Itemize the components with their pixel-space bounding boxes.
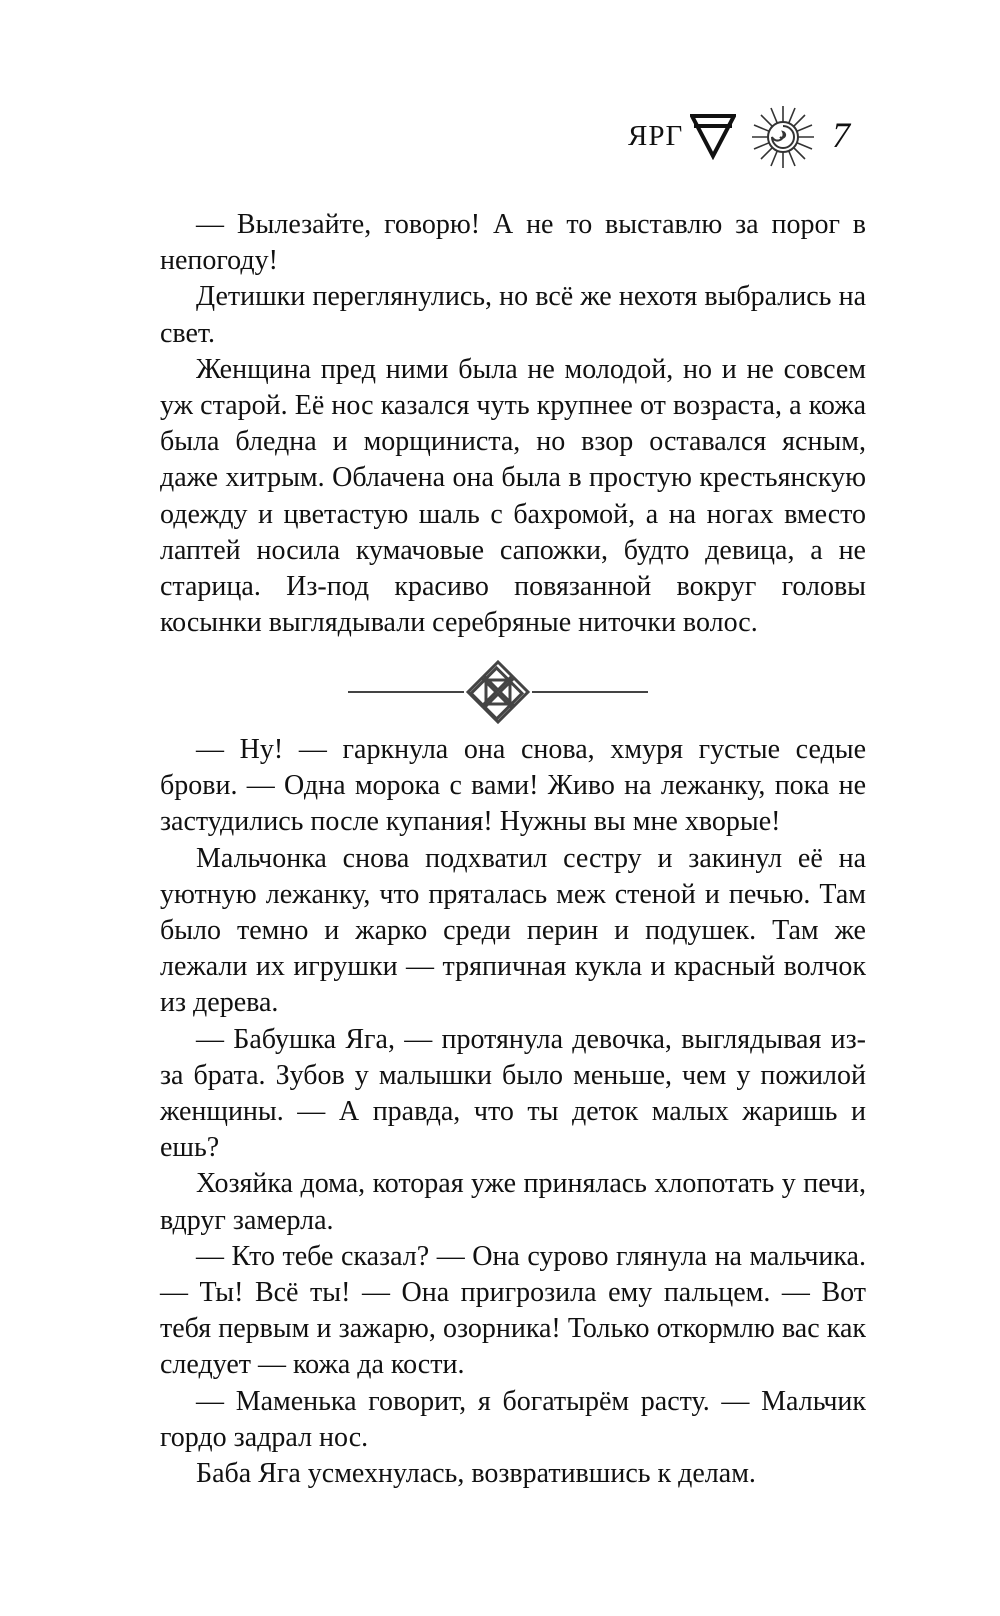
paragraph: Хозяйка дома, которая уже принялась хлопотать у печи, вдруг замерла. bbox=[160, 1168, 866, 1236]
knot-ornament-icon bbox=[348, 658, 648, 726]
running-title: ЯРГ bbox=[628, 120, 684, 152]
paragraph: Детишки переглянулись, но всё же нехотя выбрались на свет. bbox=[160, 281, 866, 349]
sun-icon bbox=[750, 104, 816, 170]
text-section-1 bbox=[160, 207, 866, 641]
paragraph: Баба Яга усмехнулась, возвратившись к делам. bbox=[196, 1458, 756, 1490]
paragraph: — Маменька говорит, я богатырём расту. — Мальчик гордо задрал нос. bbox=[160, 1385, 866, 1453]
page-header bbox=[0, 96, 1000, 176]
triangle-icon bbox=[690, 112, 736, 160]
paragraph: Женщина пред ними была не молодой, но и не совсем уж старой. Её нос казался чуть крупнее от возраста, а кожа была бледна и морщиниста, но взор оставался ясным, даже хитрым. Облачена она была в простую крестьянскую одежду и цветастую шаль с бахромой, а на ногах вместо лаптей носила кумачовые сапожки, будто девица, а не старица. Из-под красиво повязанной вокруг головы косынки выглядывали серебряные ниточки волос. bbox=[160, 353, 866, 639]
text-section-2 bbox=[160, 732, 866, 1492]
paragraph: — Вылезайте, говорю! А не то выставлю за порог в непогоду! bbox=[160, 209, 866, 277]
paragraph: Мальчонка снова подхватил сестру и закинул её на уютную лежанку, что пряталась меж стеной и печью. Там было темно и жарко среди перин и подушек. Там же лежали их игрушки — тряпичная кукла и красный волчок из дерева. bbox=[160, 842, 866, 1019]
page-number: 7 bbox=[832, 115, 850, 155]
paragraph: — Бабушка Яга, — протянула девочка, выглядывая из-за брата. Зубов у малышки было меньше, чем у пожилой женщины. — А правда, что ты деток малых жаришь и ешь? bbox=[160, 1023, 866, 1164]
paragraph: — Ну! — гаркнула она снова, хмуря густые седые брови. — Одна морока с вами! Живо на лежанку, пока не застудились после купания! Нужны вы мне хворые! bbox=[160, 734, 866, 838]
paragraph: — Кто тебе сказал? — Она сурово глянула на мальчика. — Ты! Всё ты! — Она пригрозила ему пальцем. — Вот тебя первым и зажарю, озорника! Только откормлю вас как следует — кожа да кости. bbox=[160, 1240, 866, 1381]
